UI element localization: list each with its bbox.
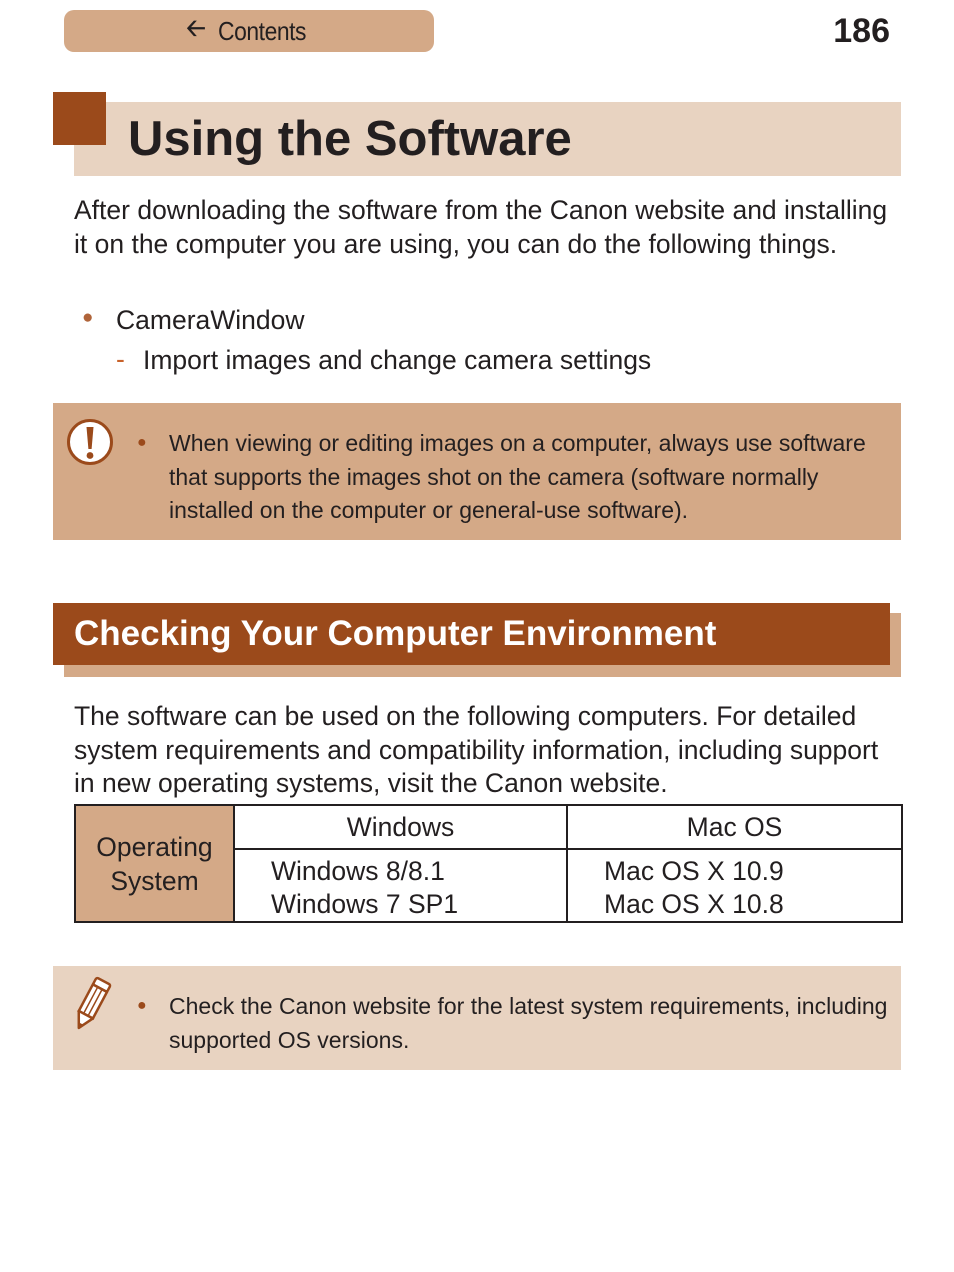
feature-sub-item: Import images and change camera settings [143,345,652,375]
contents-button[interactable] [64,10,434,52]
table-row [75,805,902,849]
bullet-icon: ● [137,997,147,1014]
mac-versions-cell [567,849,902,922]
column-header-windows: Windows [234,805,567,849]
pencil-icon [68,976,114,1034]
mac-version: Mac OS X 10.8 [604,889,784,919]
windows-version: Windows 8/8.1 [271,856,445,886]
column-header-mac-os: Mac OS [567,805,902,849]
bullet-icon: ● [82,307,94,328]
page-number: 186 [833,12,890,50]
row-header-operating-system: Operating System [75,805,234,922]
contents-label: Contents [217,15,306,46]
intro-paragraph: After downloading the software from the Canon website and installing it on the computer you are using, you can do the following things. [74,195,888,259]
caution-icon [66,418,114,466]
windows-versions-cell [234,849,567,922]
section-paragraph: The software can be used on the following computers. For detailed system requirements and compatibility information, including support in new operating systems, visit the Canon website. [74,701,879,798]
title-marker [53,92,106,145]
dash-icon: - [116,344,125,374]
bullet-icon: ● [137,434,147,451]
page-title: Using the Software [128,112,572,166]
back-arrow-icon: 🡠 [186,14,206,42]
memo-text: Check the Canon website for the latest system requirements, including supported OS versions. [169,993,888,1053]
caution-text: When viewing or editing images on a computer, always use software that supports the images shot on the camera (software normally installed on the computer or general-use software). [169,430,866,523]
mac-version: Mac OS X 10.9 [604,856,784,886]
os-requirements-table [74,804,903,923]
feature-item-camerawindow: CameraWindow [116,305,305,335]
windows-version: Windows 7 SP1 [271,889,459,919]
section-title: Checking Your Computer Environment [74,614,717,653]
